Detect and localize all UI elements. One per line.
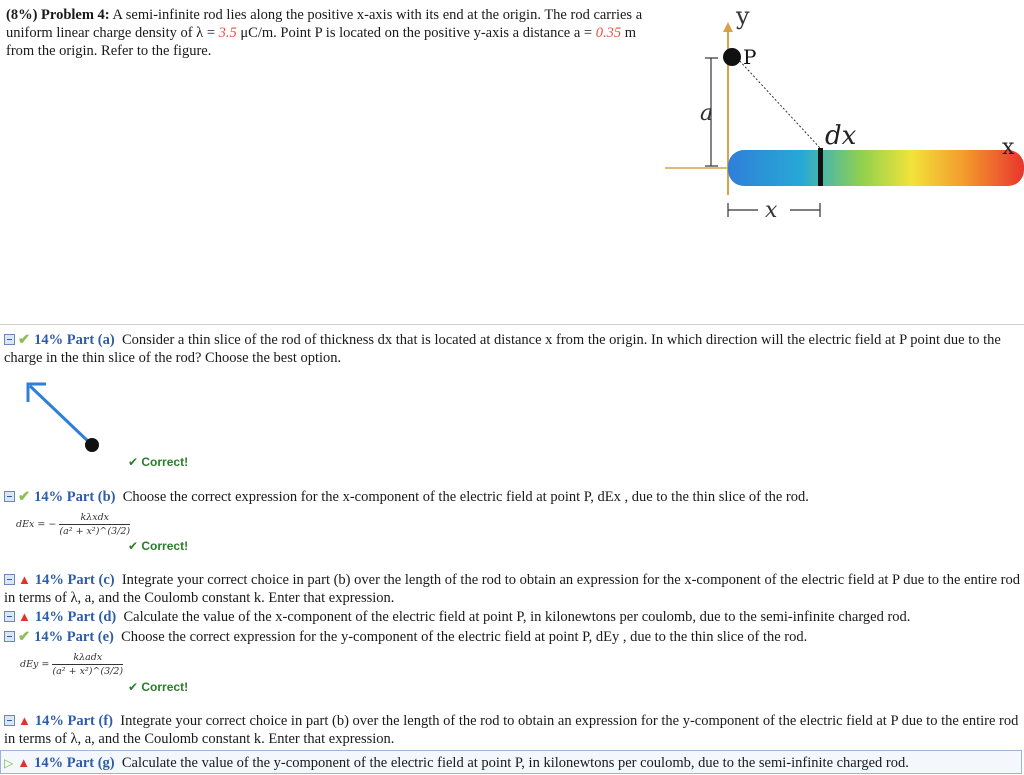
part-f-label[interactable]: Part (f) [67, 713, 113, 729]
problem-title: Problem 4: [41, 7, 110, 23]
formula-numerator: kλadx [52, 652, 123, 665]
part-e-text: Choose the correct expression for the y-component of the electric field at point P, dEy , due to the thin slice of the rod. [121, 629, 808, 645]
collapse-icon[interactable] [4, 491, 15, 502]
part-e-correct-status: ✔ Correct! [128, 680, 189, 694]
problem-weight: (8%) [6, 7, 38, 23]
play-icon[interactable]: ▷ [4, 756, 14, 770]
part-g-label[interactable]: Part (g) [66, 755, 115, 771]
y-axis-arrowhead [723, 22, 733, 32]
part-e-label[interactable]: Part (e) [66, 629, 114, 645]
part-g[interactable] [4, 754, 1020, 772]
field-direction-arrow [22, 378, 107, 453]
part-a-label[interactable]: Part (a) [66, 332, 115, 348]
part-a-text: Consider a thin slice of the rod of thickness dx that is located at distance x from the origin. In which direction will the electric field at P point due to the charge in the thin slice of the rod? Choose the best option. [4, 332, 1001, 366]
part-a [4, 331, 1020, 367]
part-b-correct-status: ✔ Correct! [128, 539, 189, 553]
p-label: P [743, 45, 757, 69]
collapse-icon[interactable] [4, 631, 15, 642]
warning-icon: ▲ [18, 572, 31, 587]
lambda-value: 3.5 [218, 25, 237, 41]
collapse-icon[interactable] [4, 611, 15, 622]
part-d-pct: 14% [34, 609, 64, 625]
part-b-label[interactable]: Part (b) [66, 489, 116, 505]
part-b-formula [16, 512, 130, 537]
part-a-correct-status: ✔ Correct! [128, 455, 189, 469]
check-icon: ✔ [18, 332, 31, 348]
part-a-pct: 14% [34, 332, 64, 348]
check-icon: ✔ [18, 629, 31, 645]
a-value: 0.35 [595, 25, 622, 41]
a-label: a [700, 101, 714, 126]
part-b-text: Choose the correct expression for the x-component of the electric field at point P, dEx , due to the thin slice of the rod. [122, 489, 809, 505]
dx-label: dx [825, 121, 857, 151]
formula-lhs: dEy = [20, 659, 50, 670]
part-e [4, 628, 1020, 646]
part-f-text: Integrate your correct choice in part (b) over the length of the rod to obtain an expression for the y-component of the electric field at P due to the entire rod in terms of λ, a, and the Coulomb constant k. Enter that expression. [4, 713, 1019, 747]
part-c-pct: 14% [34, 572, 64, 588]
section-divider [0, 324, 1024, 325]
part-f-pct: 14% [34, 713, 64, 729]
formula-lhs: dEx = − [16, 519, 57, 530]
check-icon: ✔ [18, 489, 31, 505]
part-c-text: Integrate your correct choice in part (b) over the length of the rod to obtain an expression for the x-component of the electric field at P due to the entire rod in terms of λ, a, and the Coulomb constant k. Enter that expression. [4, 572, 1020, 606]
part-e-formula [20, 652, 123, 677]
charged-rod [728, 150, 1024, 186]
x-distance-label: x [765, 198, 778, 223]
part-c [4, 571, 1020, 607]
part-g-pct: 14% [34, 755, 64, 771]
part-b [4, 488, 1020, 506]
y-label: y [736, 2, 750, 30]
warning-icon: ▲ [18, 713, 31, 728]
problem-text-2: μC/m. Point P is located on the positive y-axis a distance a = [236, 25, 596, 41]
rod-figure [650, 0, 1024, 225]
warning-icon: ▲ [18, 609, 31, 624]
formula-denominator: (a² + x²)^(3/2) [59, 526, 131, 537]
formula-denominator: (a² + x²)^(3/2) [52, 666, 124, 677]
x-axis-label: x [1002, 135, 1015, 160]
part-c-label[interactable]: Part (c) [67, 572, 115, 588]
part-d-text: Calculate the value of the x-component of the electric field at point P, in kilonewtons per coulomb, due to the semi-infinite charged rod. [123, 609, 911, 625]
rod-slice-dx [818, 148, 823, 186]
problem-text-1: A semi-infinite rod lies along the positive x-axis with its end at the origin. The rod carries a uniform linear charge density of λ = [6, 7, 643, 41]
collapse-icon[interactable] [4, 334, 15, 345]
part-b-pct: 14% [34, 489, 64, 505]
part-g-text: Calculate the value of the y-component of the electric field at point P, in kilonewtons per coulomb, due to the semi-infinite charged rod. [121, 755, 909, 771]
part-e-pct: 14% [34, 629, 64, 645]
warning-icon: ▲ [17, 755, 31, 770]
p-to-dx-line [737, 58, 820, 148]
problem-text-3: m from the origin. Refer to the figure. [6, 25, 636, 59]
part-d-label[interactable]: Part (d) [67, 609, 117, 625]
part-d [4, 608, 1020, 626]
part-f [4, 712, 1020, 748]
collapse-icon[interactable] [4, 715, 15, 726]
formula-numerator: kλxdx [59, 512, 130, 525]
point-p [723, 48, 741, 66]
collapse-icon[interactable] [4, 574, 15, 585]
problem-statement [6, 6, 666, 60]
